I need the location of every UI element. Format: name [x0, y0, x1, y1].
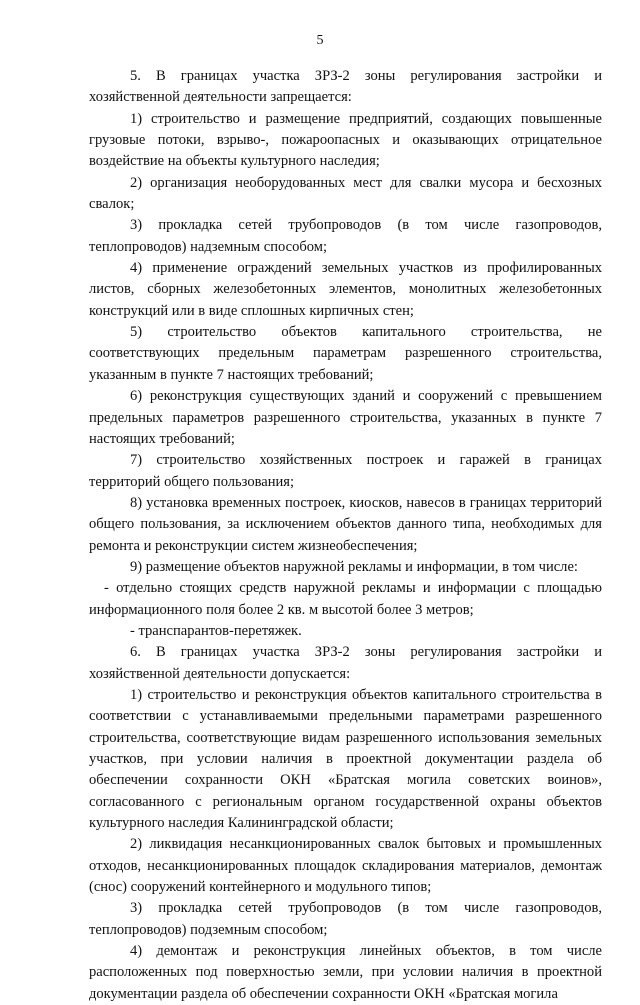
paragraph: 9) размещение объектов наружной рекламы и информации, в том числе:: [130, 558, 578, 575]
paragraph: - транспарантов-перетяжек.: [130, 622, 302, 639]
paragraph: 1) строительство и реконструкция объектов капитального строительства в соответствии с устанавливаемыми предельными параметрами разрешенного строительства, соответствующие видам разрешенного использования земельных участков, при условии наличия в проектной документации раздела об обеспечении сохранности ОКН «Братская могила советских воинов», согласованного с региональным органом государственной охраны объектов культурного наследия Калининградской области;: [89, 686, 602, 832]
paragraph: 4) применение ограждений земельных участков из профилированных листов, сборных железобетонных элементов, монолитных железобетонных конструкций или в виде сплошных кирпичных стен;: [89, 260, 602, 319]
paragraph: 6) реконструкция существующих зданий и сооружений с превышением предельных параметров разрешенного строительства, указанных в пункте 7 настоящих требований;: [89, 388, 602, 447]
paragraph: 2) ликвидация несанкционированных свалок бытовых и промышленных отходов, несанкционированных площадок складирования материалов, демонтаж (снос) сооружений контейнерного и модульного типов;: [89, 836, 602, 896]
paragraph: 3) прокладка сетей трубопроводов (в том числе газопроводов, теплопроводов) надземным способом;: [89, 217, 602, 255]
paragraph: 5. В границах участка ЗРЗ-2 зоны регулирования застройки и хозяйственной деятельности запрещается:: [89, 68, 602, 106]
paragraph: 7) строительство хозяйственных построек и гаражей в границах территорий общего пользования;: [89, 452, 602, 490]
paragraph: 8) установка временных построек, киосков, навесов в границах территорий общего пользования, за исключением объектов данного типа, необходимых для ремонта и реконструкции систем жизнеобеспечения;: [89, 494, 602, 554]
paragraph: 3) прокладка сетей трубопроводов (в том числе газопроводов, теплопроводов) подземным способом;: [89, 900, 602, 938]
paragraph: 1) строительство и размещение предприятий, создающих повышенные грузовые потоки, взрыво-, пожароопасных и оказывающих отрицательное воздействие на объекты культурного наследия;: [89, 110, 602, 170]
paragraph: - отдельно стоящих средств наружной рекламы и информации с площадью информационного поля более 2 кв. м высотой более 3 метров;: [89, 580, 602, 618]
paragraph: 5) строительство объектов капитального строительства, не соответствующих предельным параметрам разрешенного строительства, указанным в пункте 7 настоящих требований;: [89, 324, 602, 383]
page-number: 5: [316, 33, 324, 48]
paragraph: 2) организация необорудованных мест для свалки мусора и бесхозных свалок;: [89, 174, 602, 213]
paragraph: 4) демонтаж и реконструкция линейных объектов, в том числе расположенных под поверхностью земли, при условии наличия в проектной документации раздела об обеспечении сохранности ОКН «Братская могила: [89, 943, 602, 1002]
document-body: [89, 66, 602, 1005]
paragraph: 6. В границах участка ЗРЗ-2 зоны регулирования застройки и хозяйственной деятельности допускается:: [89, 644, 602, 682]
